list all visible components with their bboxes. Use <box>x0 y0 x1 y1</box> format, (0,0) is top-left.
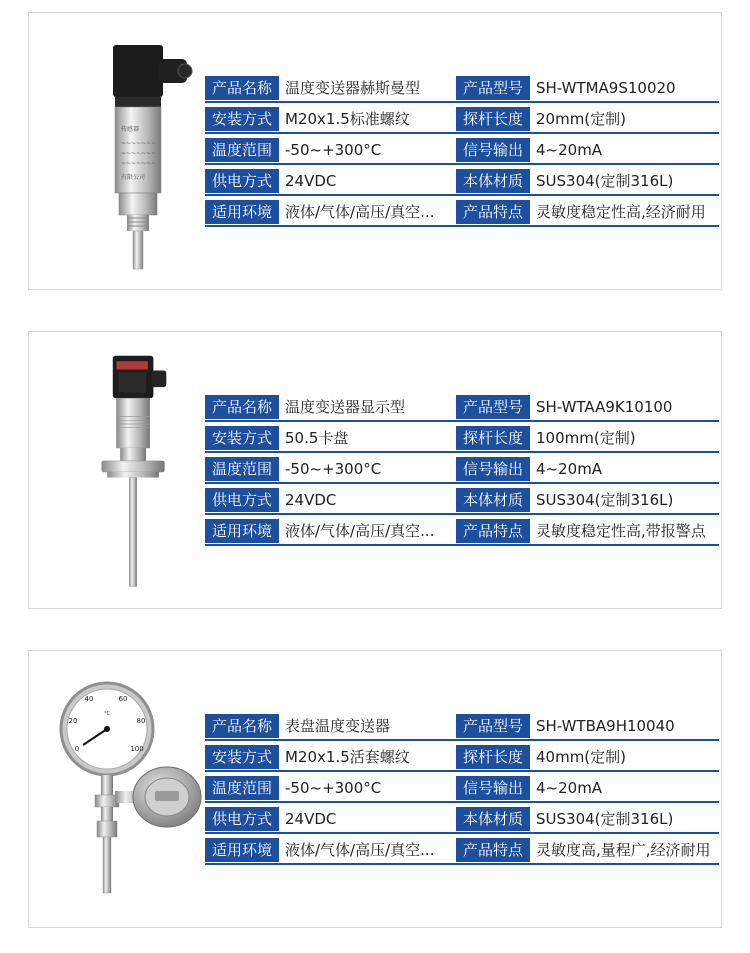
product-card-display <box>28 331 722 609</box>
spec-row <box>205 392 719 423</box>
spec-label: 产品特点 <box>456 519 530 543</box>
spec-label: 温度范围 <box>205 776 279 800</box>
spec-table <box>205 711 719 866</box>
spec-label: 信号输出 <box>456 776 530 800</box>
row-divider <box>205 544 719 546</box>
spec-label: 产品特点 <box>456 838 530 862</box>
spec-label: 供电方式 <box>205 807 279 831</box>
spec-value: 液体/气体/高压/真空... <box>285 522 435 540</box>
spec-value: 100mm(定制) <box>536 429 636 447</box>
spec-row <box>205 454 719 485</box>
spec-label: 安装方式 <box>205 426 279 450</box>
spec-row <box>205 423 719 454</box>
svg-text:传感器: 传感器 <box>121 126 140 133</box>
row-divider <box>205 513 719 515</box>
dial-transmitter-image <box>39 671 209 911</box>
svg-text:~~~~~~~: ~~~~~~~ <box>121 160 157 167</box>
gauge-tick-label: 20 <box>68 717 78 725</box>
spec-value: 24VDC <box>285 491 337 509</box>
spec-row <box>205 516 719 547</box>
row-divider <box>205 863 719 865</box>
spec-value: -50~+300°C <box>285 779 382 797</box>
spec-value: 24VDC <box>285 810 337 828</box>
spec-value: 温度变送器显示型 <box>285 398 406 416</box>
spec-value: SH-WTBA9H10040 <box>536 717 675 735</box>
spec-value: -50~+300°C <box>285 460 382 478</box>
spec-value: SH-WTAA9K10100 <box>536 398 673 416</box>
spec-label: 供电方式 <box>205 169 279 193</box>
spec-label: 安装方式 <box>205 745 279 769</box>
spec-value: 40mm(定制) <box>536 748 627 766</box>
row-divider <box>205 482 719 484</box>
svg-text:~~~~~~~: ~~~~~~~ <box>121 140 157 147</box>
spec-value: SUS304(定制316L) <box>536 491 674 509</box>
spec-value: M20x1.5活套螺纹 <box>285 748 410 766</box>
spec-row <box>205 485 719 516</box>
spec-label: 温度范围 <box>205 138 279 162</box>
spec-row <box>205 197 719 228</box>
spec-label: 本体材质 <box>456 807 530 831</box>
spec-label: 本体材质 <box>456 169 530 193</box>
spec-value: 灵敏度稳定性高,带报警点 <box>536 522 706 540</box>
row-divider <box>205 832 719 834</box>
svg-text:有限公司: 有限公司 <box>121 174 146 181</box>
spec-label: 产品名称 <box>205 714 279 738</box>
spec-label: 安装方式 <box>205 107 279 131</box>
spec-table <box>205 73 719 228</box>
spec-label: 适用环境 <box>205 838 279 862</box>
spec-row <box>205 135 719 166</box>
spec-label: 产品型号 <box>456 714 530 738</box>
row-divider <box>205 163 719 165</box>
spec-label: 产品型号 <box>456 395 530 419</box>
product-card-hirschmann <box>28 12 722 290</box>
gauge-tick-label: 60 <box>118 695 128 703</box>
spec-value: 20mm(定制) <box>536 110 627 128</box>
spec-value: 灵敏度稳定性高,经济耐用 <box>536 203 706 221</box>
spec-value: 灵敏度高,量程广,经济耐用 <box>536 841 711 859</box>
spec-label: 供电方式 <box>205 488 279 512</box>
spec-row <box>205 711 719 742</box>
row-divider <box>205 225 719 227</box>
spec-row <box>205 742 719 773</box>
row-divider <box>205 420 719 422</box>
spec-label: 产品特点 <box>456 200 530 224</box>
spec-label: 温度范围 <box>205 457 279 481</box>
spec-label: 适用环境 <box>205 519 279 543</box>
display-transmitter-image <box>59 352 209 592</box>
spec-value: 表盘温度变送器 <box>285 717 391 735</box>
row-divider <box>205 770 719 772</box>
spec-label: 探杆长度 <box>456 426 530 450</box>
spec-label: 信号输出 <box>456 138 530 162</box>
spec-row <box>205 166 719 197</box>
spec-value: 4~20mA <box>536 779 603 797</box>
spec-value: -50~+300°C <box>285 141 382 159</box>
spec-row <box>205 104 719 135</box>
spec-value: 液体/气体/高压/真空... <box>285 203 435 221</box>
gauge-tick-label: 100 <box>130 745 144 753</box>
spec-row <box>205 804 719 835</box>
svg-text:~~~~~~~: ~~~~~~~ <box>121 150 157 157</box>
gauge-tick-label: 40 <box>84 695 94 703</box>
spec-value: 4~20mA <box>536 460 603 478</box>
spec-label: 本体材质 <box>456 488 530 512</box>
spec-value: 4~20mA <box>536 141 603 159</box>
spec-label: 产品名称 <box>205 395 279 419</box>
gauge-tick-label: 0 <box>74 745 80 753</box>
spec-label: 产品型号 <box>456 76 530 100</box>
spec-value: 温度变送器赫斯曼型 <box>285 79 421 97</box>
spec-label: 探杆长度 <box>456 745 530 769</box>
spec-table <box>205 392 719 547</box>
row-divider <box>205 194 719 196</box>
spec-value: M20x1.5标准螺纹 <box>285 110 410 128</box>
spec-label: 信号输出 <box>456 457 530 481</box>
spec-label: 探杆长度 <box>456 107 530 131</box>
row-divider <box>205 801 719 803</box>
spec-value: SUS304(定制316L) <box>536 810 674 828</box>
gauge-tick-label: 80 <box>136 717 146 725</box>
hirschmann-transmitter-image <box>59 33 209 273</box>
row-divider <box>205 739 719 741</box>
spec-label: 适用环境 <box>205 200 279 224</box>
spec-value: 24VDC <box>285 172 337 190</box>
spec-value: SH-WTMA9S10020 <box>536 79 676 97</box>
row-divider <box>205 101 719 103</box>
spec-value: SUS304(定制316L) <box>536 172 674 190</box>
spec-value: 50.5卡盘 <box>285 429 349 447</box>
spec-row <box>205 835 719 866</box>
spec-row <box>205 773 719 804</box>
row-divider <box>205 132 719 134</box>
spec-label: 产品名称 <box>205 76 279 100</box>
spec-value: 液体/气体/高压/真空... <box>285 841 435 859</box>
spec-row <box>205 73 719 104</box>
row-divider <box>205 451 719 453</box>
product-card-dial <box>28 650 722 928</box>
gauge-unit: °C <box>104 711 110 717</box>
